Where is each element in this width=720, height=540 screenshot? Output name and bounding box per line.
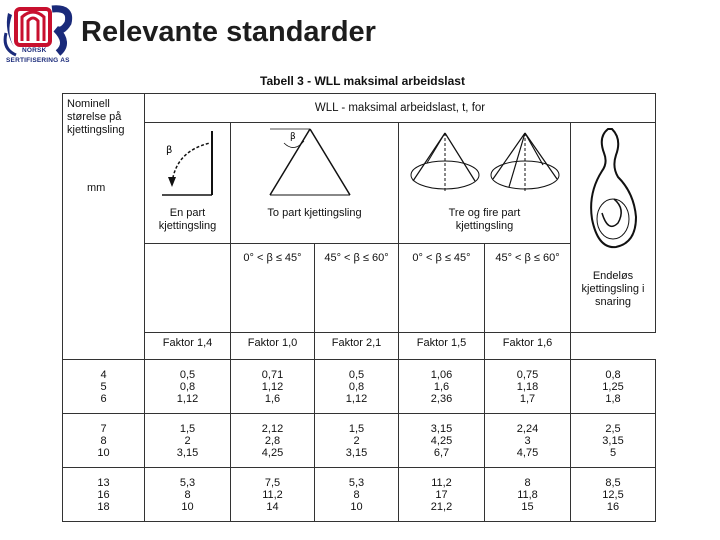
two-part-60-cell: 5,3 8 10	[315, 468, 399, 522]
three-four-part-illustration-cell	[399, 123, 571, 244]
two-part-45-cell: 7,5 11,2 14	[231, 468, 315, 522]
one-part-label-1: En part	[169, 207, 206, 219]
wll-header: WLL - maksimal arbeidslast, t, for	[145, 94, 656, 123]
one-part-cell: 0,5 0,8 1,12	[145, 360, 231, 414]
wll-table	[62, 93, 656, 522]
table-caption: Tabell 3 - WLL maksimal arbeidslast	[260, 74, 465, 88]
endless-sling-icon	[578, 123, 648, 263]
endless-label-2: kjettingsling i	[581, 283, 645, 295]
endless-cell: 8,5 12,5 16	[571, 468, 656, 522]
three-four-part-sling-icon	[405, 123, 565, 207]
unit-label: mm	[87, 182, 106, 194]
endless-cell: 2,5 3,15 5	[571, 414, 656, 468]
one-part-label-2: kjettingsling	[158, 220, 217, 232]
three-four-45-cell: 3,15 4,25 6,7	[399, 414, 485, 468]
nominal-header-line-2: størelse på	[67, 111, 122, 123]
three-four-angle-60: 45° < β ≤ 60°	[485, 244, 571, 333]
size-cell: 13 16 18	[63, 468, 145, 522]
three-four-60-cell: 2,24 3 4,75	[485, 414, 571, 468]
nominal-header-line-3: kjettingsling	[67, 124, 125, 136]
factor-two-part-45: Faktor 1,0	[231, 333, 315, 360]
svg-text:β: β	[289, 132, 296, 142]
factor-two-part-60: Faktor 2,1	[315, 333, 399, 360]
three-four-part-label-1: Tre og fire part	[448, 207, 521, 219]
size-cell: 7 8 10	[63, 414, 145, 468]
wll-table-container	[62, 93, 655, 515]
company-logo	[2, 3, 74, 67]
two-part-45-cell: 2,12 2,8 4,25	[231, 414, 315, 468]
factor-one-part: Faktor 1,4	[145, 333, 231, 360]
three-four-part-label-2: kjettingsling	[455, 220, 514, 232]
size-cell: 4 5 6	[63, 360, 145, 414]
endless-label-1: Endeløs	[592, 270, 634, 282]
three-four-60-cell: 0,75 1,18 1,7	[485, 360, 571, 414]
factor-three-four-60: Faktor 1,6	[485, 333, 571, 360]
two-part-sling-icon	[240, 123, 390, 207]
table-row	[63, 468, 656, 522]
table-row	[63, 360, 656, 414]
three-four-45-cell: 1,06 1,6 2,36	[399, 360, 485, 414]
three-four-45-cell: 11,2 17 21,2	[399, 468, 485, 522]
two-part-60-cell: 1,5 2 3,15	[315, 414, 399, 468]
endless-sling-cell	[571, 123, 656, 333]
two-part-illustration-cell	[231, 123, 399, 244]
table-row	[63, 414, 656, 468]
one-part-illustration-cell	[145, 123, 231, 244]
one-part-cell: 5,3 8 10	[145, 468, 231, 522]
factor-three-four-45: Faktor 1,5	[399, 333, 485, 360]
two-part-45-cell: 0,71 1,12 1,6	[231, 360, 315, 414]
endless-label-3: snaring	[594, 296, 632, 308]
two-part-label: To part kjettingsling	[267, 207, 362, 219]
svg-text:β: β	[165, 145, 172, 156]
three-four-angle-45: 0° < β ≤ 45°	[399, 244, 485, 333]
one-part-cell: 1,5 2 3,15	[145, 414, 231, 468]
three-four-60-cell: 8 11,8 15	[485, 468, 571, 522]
logo-text-sertifisering: SERTIFISERING AS	[6, 57, 70, 64]
one-part-angle-blank	[145, 244, 231, 333]
one-part-sling-icon	[148, 123, 228, 207]
two-part-angle-60: 45° < β ≤ 60°	[315, 244, 399, 333]
nominal-size-header	[63, 94, 145, 360]
two-part-angle-45: 0° < β ≤ 45°	[231, 244, 315, 333]
endless-cell: 0,8 1,25 1,8	[571, 360, 656, 414]
two-part-60-cell: 0,5 0,8 1,12	[315, 360, 399, 414]
page-title: Relevante standarder	[81, 16, 376, 48]
nominal-header-line-1: Nominell	[67, 98, 110, 110]
logo-text-norsk: NORSK	[22, 47, 47, 54]
